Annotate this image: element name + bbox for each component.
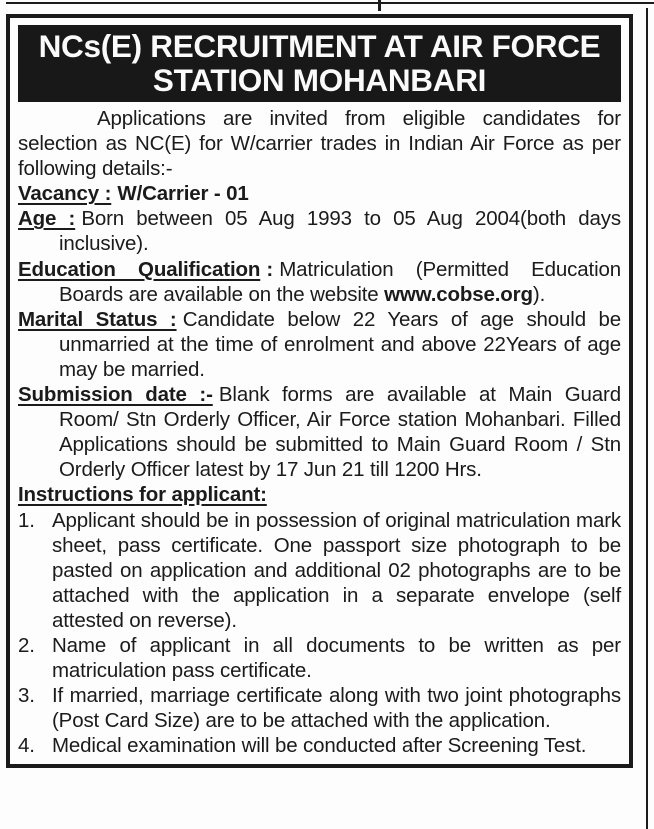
- instruction-text: If married, marriage certificate along with two joint photographs (Post Card Size) are to be attached with the application.: [52, 684, 621, 733]
- right-column-rule: [646, 8, 648, 829]
- education-colon: :: [266, 257, 274, 281]
- instruction-number: 1.: [18, 508, 35, 532]
- submission-line: [18, 382, 621, 482]
- intro-paragraph: Applications are invited from eligible candidates for selection as NC(E) for W/carrier trades in Indian Air Force as per following details:-: [18, 107, 621, 181]
- marital-line: [18, 307, 621, 382]
- instruction-item: [18, 733, 621, 758]
- instruction-item: [18, 633, 621, 683]
- submission-label: Submission date :-: [18, 383, 213, 407]
- instruction-number: 3.: [18, 684, 35, 708]
- vacancy-value: W/Carrier - 01: [117, 182, 249, 206]
- instructions-heading-label: Instructions for applicant:: [18, 483, 267, 507]
- education-text-before: Matriculation (Permitted Education Boards are available on the website: [59, 257, 621, 306]
- instruction-text: Applicant should be in possession of original matriculation mark sheet, pass certificate. One passport size photograph to be pasted on application and additional 02 photographs are to be attached with the application in a separate envelope (self attested on reverse).: [52, 508, 621, 632]
- education-text-after: ).: [532, 282, 546, 306]
- education-label: Education Qualification: [18, 257, 261, 281]
- ad-title-line1: NCs(E) RECRUITMENT AT AIR FORCE: [38, 28, 601, 64]
- age-line: [18, 206, 621, 256]
- top-column-rule: [6, 2, 654, 4]
- vacancy-label: Vacancy :: [18, 182, 112, 206]
- instruction-item: [18, 508, 621, 633]
- top-column-tick: [378, 0, 381, 11]
- submission-text: Blank forms are available at Main Guard Room/ Stn Orderly Officer, Air Force station Mohanbari. Filled Applications should be submitted to Main Guard Room / Stn Orderly Officer latest by 17 Jun 21 till 1200 Hrs.: [59, 383, 621, 482]
- education-website: www.cobse.org: [384, 282, 533, 306]
- ad-title-line2: STATION MOHANBARI: [152, 62, 487, 98]
- age-label: Age :: [18, 207, 76, 231]
- instruction-number: 2.: [18, 633, 35, 657]
- ad-title-banner: [18, 25, 621, 102]
- instructions-heading: [18, 482, 621, 507]
- marital-label: Marital Status :: [18, 307, 177, 331]
- age-text: Born between 05 Aug 1993 to 05 Aug 2004(both days inclusive).: [59, 207, 621, 256]
- instruction-text: Medical examination will be conducted after Screening Test.: [52, 734, 587, 758]
- instruction-text: Name of applicant in all documents to be written as per matriculation pass certificate.: [52, 633, 621, 683]
- marital-text: Candidate below 22 Years of age should be unmarried at the time of enrolment and above 22Years of age may be married.: [59, 307, 622, 381]
- instruction-item: [18, 683, 621, 733]
- instruction-number: 4.: [18, 734, 35, 758]
- vacancy-line: [18, 181, 621, 206]
- ad-frame: [6, 14, 633, 768]
- education-line: [18, 257, 621, 307]
